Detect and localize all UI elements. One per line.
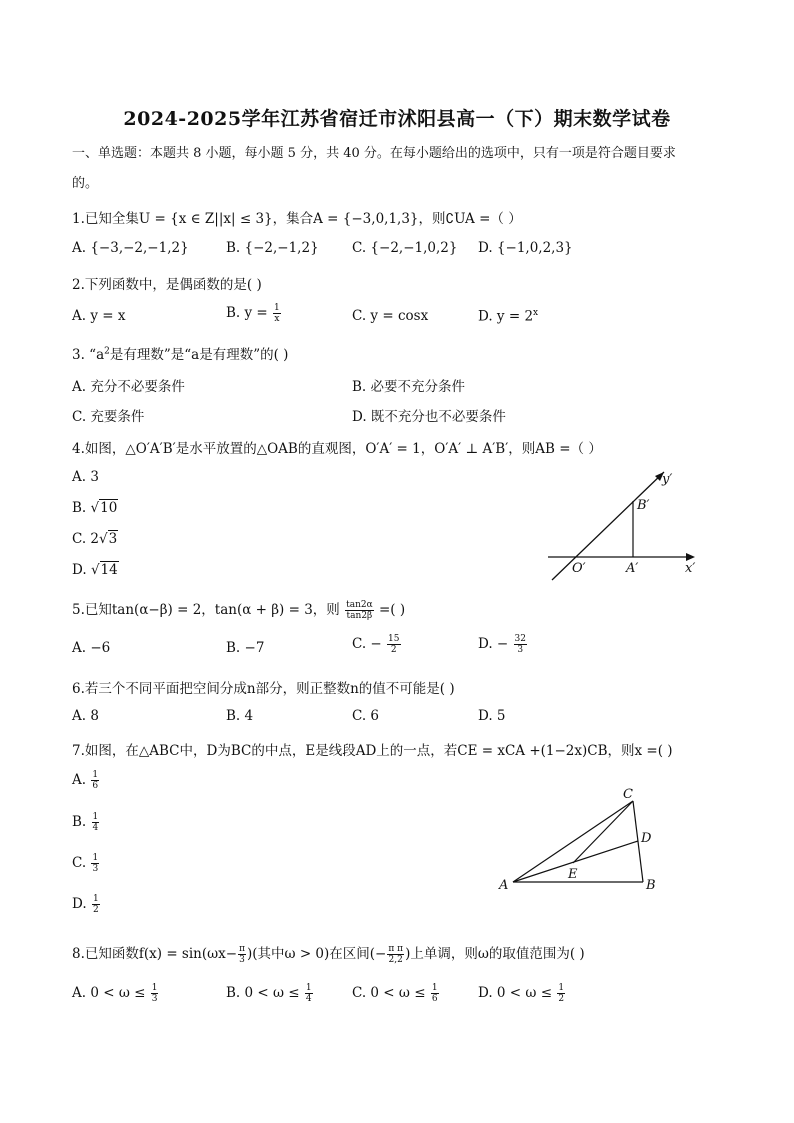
q8-option-d-prefix: D. 0 < ω ≤ (478, 985, 553, 1001)
fraction-numerator: 1 (151, 983, 158, 993)
q8-stem (72, 942, 585, 965)
q5-option-d-prefix: D. − (478, 636, 509, 652)
q8-option-a-fraction (151, 983, 159, 1004)
fraction-numerator: 1 (92, 853, 99, 863)
section-heading-line2: 的。 (72, 176, 99, 191)
q2-option-b (226, 303, 282, 324)
q7-option-a (72, 770, 100, 791)
q4-option-c-prefix: C. 2 (72, 531, 100, 547)
label-d: D (641, 831, 652, 846)
q7-figure (495, 783, 670, 898)
fraction-denominator: 6 (431, 994, 438, 1004)
q8-option-d (478, 983, 566, 1004)
sqrt-symbol: √3 (99, 531, 118, 547)
q2-option-d-prefix: D. y = 2 (478, 308, 534, 325)
q8-option-a (72, 983, 159, 1004)
q5-option-c-prefix: C. − (352, 636, 382, 652)
q2-option-d-exponent: x (533, 308, 539, 318)
fraction-denominator: 3 (92, 864, 99, 874)
q7-option-d (72, 894, 101, 915)
q3-stem-exponent: 2 (104, 346, 110, 357)
q4-option-b (72, 500, 118, 516)
q6-option-d: D. 5 (478, 708, 506, 724)
sqrt-symbol: √10 (90, 500, 118, 516)
q5-stem (72, 598, 405, 621)
q7-option-a-fraction (91, 770, 99, 791)
sqrt-symbol: √14 (90, 562, 118, 578)
q5-option-d (478, 634, 528, 655)
q7-option-c-prefix: C. (72, 855, 87, 871)
label-c: C (623, 787, 633, 802)
q2-option-b-prefix: B. y = (226, 305, 268, 321)
q8-option-a-prefix: A. 0 < ω ≤ (72, 985, 146, 1001)
fraction-denominator: 2,2 (388, 955, 403, 965)
q3-stem-pre: 3. “a (72, 347, 105, 363)
fraction-denominator: x (274, 314, 280, 324)
q8-option-c-prefix: C. 0 < ω ≤ (352, 985, 426, 1001)
fraction-numerator: 1 (92, 812, 99, 822)
fraction-denominator: 4 (92, 823, 99, 833)
section-heading (72, 139, 722, 199)
q5-option-a: A. −6 (72, 640, 111, 656)
q2-option-a: A. y = x (72, 308, 126, 324)
q1-option-a: A. {−3,−2,−1,2} (72, 240, 189, 256)
q7-option-c-fraction (91, 853, 99, 874)
q7-option-b-fraction (92, 812, 100, 833)
q2-option-c: C. y = cosx (352, 308, 429, 324)
q8-stem-fraction-1 (238, 944, 246, 965)
q3-option-c: C. 充要条件 (72, 409, 145, 425)
page-title: 2024-2025学年江苏省宿迁市沭阳县高一（下）期末数学试卷 (123, 108, 671, 130)
fraction-numerator: 1 (431, 983, 438, 993)
q4-option-b-prefix: B. (72, 500, 87, 516)
label-a: A (499, 878, 509, 893)
q8-option-b-fraction (305, 983, 313, 1004)
q5-stem-pre: 5.已知tan(α−β) = 2，tan(α + β) = 3，则 (72, 602, 340, 618)
q2-stem: 2.下列函数中，是偶函数的是( ) (72, 277, 262, 293)
section-heading-line1: 一、单选题：本题共 8 小题，每小题 5 分，共 40 分。在每小题给出的选项中，只有一项是符合题目要求 (72, 146, 676, 161)
fraction-numerator: 1 (92, 894, 99, 904)
fraction-denominator: 2 (390, 645, 397, 655)
q8-stem-fraction-2 (387, 944, 404, 965)
q8-option-c-fraction (431, 983, 439, 1004)
fraction-denominator: 3 (151, 994, 158, 1004)
q7-option-d-prefix: D. (72, 896, 87, 912)
q6-option-a: A. 8 (72, 708, 99, 724)
q1-stem: 1.已知全集U = {x ∈ Z||x| ≤ 3}，集合A = {−3,0,1,3}，则∁UA =（ ） (72, 211, 522, 227)
q3-option-a: A. 充分不必要条件 (72, 379, 185, 395)
q7-option-d-fraction (92, 894, 100, 915)
fraction-denominator: 3 (517, 645, 524, 655)
q5-option-c-fraction (387, 634, 400, 655)
q7-stem: 7.如图，在△ABC中，D为BC的中点，E是线段AD上的一点，若CE = xCA +(1−2x)CB，则x =( ) (72, 743, 673, 759)
fraction-numerator: 1 (274, 303, 280, 313)
fraction-denominator: 3 (239, 955, 245, 965)
q4-option-c (72, 531, 118, 547)
q4-option-d (72, 562, 119, 578)
label-b-prime: B′ (637, 498, 650, 513)
label-e: E (568, 867, 578, 882)
q3-stem-post: 是有理数”是“a是有理数”的( ) (109, 347, 289, 363)
label-a-prime: A′ (626, 561, 639, 576)
q1-option-c: C. {−2,−1,0,2} (352, 240, 458, 256)
q4-option-b-radicand: 10 (100, 500, 118, 516)
q8-option-b-prefix: B. 0 < ω ≤ (226, 985, 300, 1001)
q8-stem-mid: )(其中ω > 0)在区间(− (246, 946, 387, 962)
q2-option-b-fraction (273, 303, 281, 324)
y-axis-line (552, 472, 664, 580)
q8-option-b (226, 983, 314, 1004)
q5-stem-post: =( ) (379, 602, 406, 618)
q5-option-d-fraction (514, 634, 527, 655)
fraction-numerator: 1 (558, 983, 565, 993)
segment-c-e (573, 801, 633, 863)
q3-option-b: B. 必要不充分条件 (352, 379, 466, 395)
fraction-numerator: π π (388, 944, 404, 954)
fraction-denominator: tan2β (346, 611, 373, 621)
q6-stem: 6.若三个不同平面把空间分成n部分，则正整数n的值不可能是( ) (72, 681, 455, 697)
label-x-axis: x′ (685, 561, 696, 576)
q4-option-d-radicand: 14 (100, 562, 118, 578)
q1-option-b: B. {−2,−1,2} (226, 240, 319, 256)
q7-option-b (72, 812, 100, 833)
label-y-axis: y′ (662, 472, 673, 487)
q7-option-b-prefix: B. (72, 814, 87, 830)
q1-option-d: D. {−1,0,2,3} (478, 240, 573, 256)
q6-option-c: C. 6 (352, 708, 380, 724)
label-b: B (646, 878, 656, 893)
q3-stem (72, 343, 288, 363)
q5-option-b: B. −7 (226, 640, 265, 656)
q7-option-a-prefix: A. (72, 772, 87, 788)
fraction-numerator: 1 (305, 983, 312, 993)
q8-stem-pre: 8.已知函数f(x) = sin(ωx− (72, 946, 238, 962)
fraction-numerator: π (239, 944, 245, 954)
q3-option-d: D. 既不充分也不必要条件 (352, 409, 506, 425)
label-o-prime: O′ (572, 561, 586, 576)
x-axis-arrow (686, 553, 695, 561)
q5-option-c (352, 634, 402, 655)
fraction-denominator: 6 (92, 781, 99, 791)
q7-option-c (72, 853, 100, 874)
q4-option-a: A. 3 (72, 469, 99, 485)
q4-stem: 4.如图，△O′A′B′是水平放置的△OAB的直观图，O′A′ = 1，O′A′ ⊥ A′B′，则AB =（ ） (72, 441, 602, 457)
q4-option-d-prefix: D. (72, 562, 87, 578)
fraction-numerator: 1 (92, 770, 99, 780)
q6-option-b: B. 4 (226, 708, 254, 724)
q8-option-d-fraction (557, 983, 565, 1004)
fraction-numerator: tan2α (346, 600, 373, 610)
q5-stem-fraction (345, 600, 374, 621)
fraction-numerator: 32 (514, 634, 526, 644)
fraction-denominator: 4 (305, 994, 312, 1004)
q8-option-c (352, 983, 440, 1004)
fraction-denominator: 2 (558, 994, 565, 1004)
q4-option-c-radicand: 3 (108, 531, 118, 547)
q2-option-d (478, 308, 538, 325)
fraction-numerator: 15 (388, 634, 400, 644)
q8-stem-post: )上单调，则ω的取值范围为( ) (405, 946, 585, 962)
q4-figure (540, 460, 710, 590)
fraction-denominator: 2 (92, 905, 99, 915)
